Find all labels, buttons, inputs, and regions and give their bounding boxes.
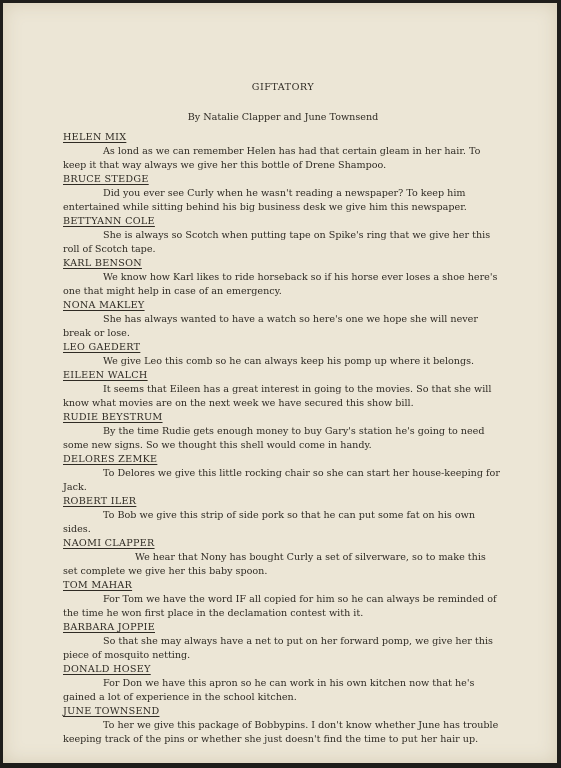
entry-name: BARBARA JOPPIE — [63, 622, 155, 633]
entry-leo-gaedert — [63, 341, 503, 369]
document-body — [63, 81, 503, 747]
entry-karl-benson — [63, 257, 503, 299]
entry-delores-zemke — [63, 453, 503, 495]
entry-text: Did you ever see Curly when he wasn't reading a newspaper? To keep him entertained while sitting behind his big business desk we give him this newspaper. — [63, 188, 467, 213]
entry-donald-hosey — [63, 663, 503, 705]
entry-name: DONALD HOSEY — [63, 664, 151, 675]
document-title: GIFTATORY — [251, 82, 315, 93]
entry-text: To her we give this package of Bobbypins. I don't know whether June has trouble keeping track of the pins or whether she just doesn't find the time to put her hair up. — [63, 720, 499, 745]
entry-name: ROBERT ILER — [63, 496, 137, 507]
entry-rudie-beystrum — [63, 411, 503, 453]
entry-name: JUNE TOWNSEND — [63, 706, 160, 717]
entry-text: We hear that Nony has bought Curly a set of silverware, so to make this set complete we give her this baby spoon. — [63, 552, 486, 577]
entry-name: BETTYANN COLE — [63, 216, 155, 227]
entry-name: BRUCE STEDGE — [63, 174, 149, 185]
entry-text: To Bob we give this strip of side pork so that he can put some fat on his own sides. — [63, 510, 476, 535]
entry-text: By the time Rudie gets enough money to buy Gary's station he's going to need some new signs. So we thought this shell would come in handy. — [63, 426, 485, 451]
entry-june-townsend — [63, 705, 503, 747]
entry-name: NONA MAKLEY — [63, 300, 145, 311]
entry-text: She is always so Scotch when putting tape on Spike's ring that we give her this roll of Scotch tape. — [63, 230, 491, 255]
entry-name: DELORES ZEMKE — [63, 454, 158, 465]
entry-text: She has always wanted to have a watch so here's one we hope she will never break or lose. — [63, 314, 478, 339]
entry-text: So that she may always have a net to put on her forward pomp, we give her this piece of mosquito netting. — [63, 636, 493, 661]
entry-barbara-joppie — [63, 621, 503, 663]
entry-tom-mahar — [63, 579, 503, 621]
entry-eileen-walch — [63, 369, 503, 411]
entry-text: We know how Karl likes to ride horseback so if his horse ever loses a shoe here's one that might help in case of an emergency. — [63, 272, 498, 297]
entry-helen-mix — [63, 131, 503, 173]
entry-name: NAOMI CLAPPER — [63, 538, 155, 549]
entry-name: EILEEN WALCH — [63, 370, 148, 381]
entry-robert-iler — [63, 495, 503, 537]
entry-text: To Delores we give this little rocking chair so she can start her house-keeping for Jack. — [63, 468, 500, 493]
entry-nona-makley — [63, 299, 503, 341]
entry-name: HELEN MIX — [63, 132, 127, 143]
entry-naomi-clapper — [63, 537, 503, 579]
paper-page — [3, 3, 557, 763]
entry-text: As lond as we can remember Helen has had that certain gleam in her hair. To keep it that way always we give her this bottle of Drene Shampoo. — [63, 146, 481, 171]
entry-text: We give Leo this comb so he can always keep his pomp up where it belongs. — [103, 356, 475, 367]
entry-name: TOM MAHAR — [63, 580, 133, 591]
entry-text: For Tom we have the word IF all copied for him so he can always be reminded of the time he won first place in the declamation contest with it. — [63, 594, 497, 619]
entry-text: It seems that Eileen has a great interest in going to the movies. So that she will know what movies are on the next week we have secured this show bill. — [63, 384, 492, 409]
entry-bettyann-cole — [63, 215, 503, 257]
entry-text: For Don we have this apron so he can work in his own kitchen now that he's gained a lot of experience in the school kitchen. — [63, 678, 475, 703]
entry-name: KARL BENSON — [63, 258, 142, 269]
entry-bruce-stedge — [63, 173, 503, 215]
document-byline: By Natalie Clapper and June Townsend — [187, 112, 379, 123]
entry-name: LEO GAEDERT — [63, 342, 141, 353]
entry-name: RUDIE BEYSTRUM — [63, 412, 163, 423]
